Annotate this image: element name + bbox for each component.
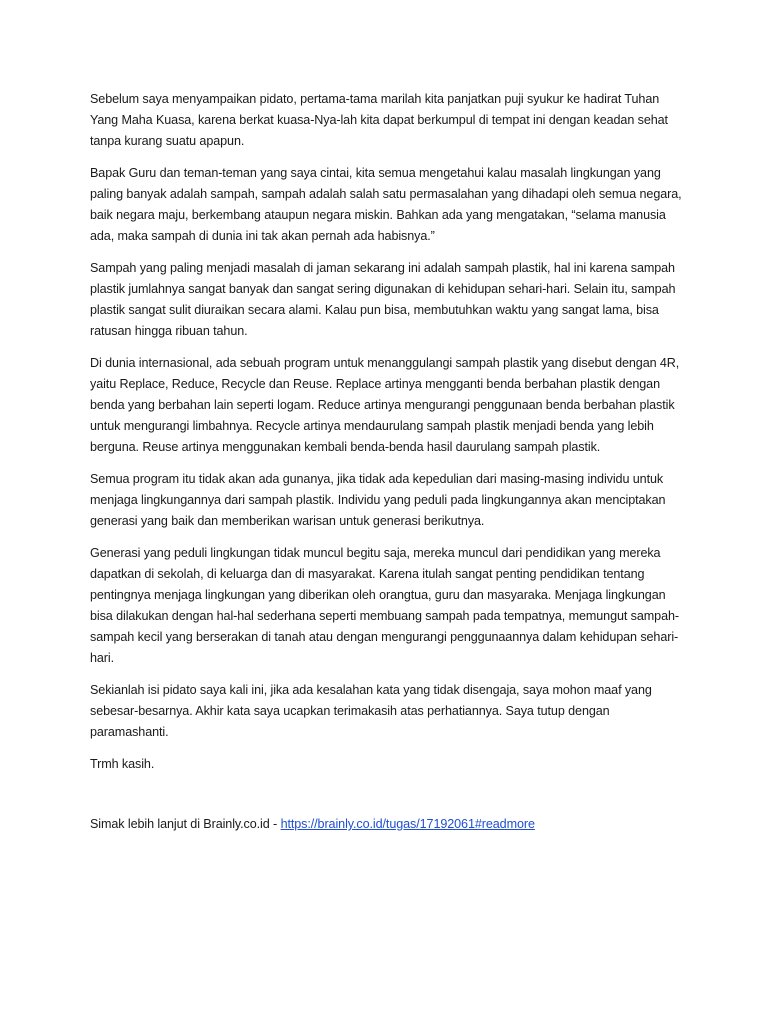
brainly-link[interactable]: https://brainly.co.id/tugas/17192061#readmore — [280, 817, 535, 831]
paragraph-education: Generasi yang peduli lingkungan tidak muncul begitu saja, mereka muncul dari pendidikan yang mereka dapatkan di sekolah, di keluarga dan di masyarakat. Karena itulah sangat penting pendidikan tentang pentingnya menjaga lingkungan yang diberikan oleh orangtua, guru dan masyaraka. Menjaga lingkungan bisa dilakukan dengan hal-hal sederhana seperti membuang sampah pada tempatnya, memungut sampah-sampah kecil yang berserakan di tanah atau dengan mengurangi penggunaannya dalam kehidupan sehari-hari. — [90, 546, 679, 665]
footer-reference — [90, 814, 690, 835]
paragraph-waste-problem: Bapak Guru dan teman-teman yang saya cintai, kita semua mengetahui kalau masalah lingkungan yang paling banyak adalah sampah, sampah adalah salah satu permasalahan yang dihadapi oleh semua negara, baik negara maju, berkembang ataupun negara miskin. Bahkan ada yang mengatakan, “selama manusia ada, maka sampah di dunia ini tak akan pernah ada habisnya.” — [90, 166, 682, 243]
paragraph-opening: Sebelum saya menyampaikan pidato, pertama-tama marilah kita panjatkan puji syukur ke hadirat Tuhan Yang Maha Kuasa, karena berkat kuasa-Nya-lah kita dapat berkumpul di tempat ini dengan keadan sehat tanpa kurang suatu apapun. — [90, 92, 668, 148]
paragraph-closing: Sekianlah isi pidato saya kali ini, jika ada kesalahan kata yang tidak disengaja, saya mohon maaf yang sebesar-besarnya. Akhir kata saya ucapkan terimakasih atas perhatiannya. Saya tutup dengan paramashanti. — [90, 683, 652, 739]
footer-prefix: Simak lebih lanjut di Brainly.co.id - — [90, 817, 281, 831]
paragraph-4r-program: Di dunia internasional, ada sebuah program untuk menanggulangi sampah plastik yang disebut dengan 4R, yaitu Replace, Reduce, Recycle dan Reuse. Replace artinya mengganti benda berbahan plastik dengan benda yang berbahan lain seperti logam. Reduce artinya mengurangi penggunaan benda berbahan plastik untuk mengurangi limbahnya. Recycle artinya mendaurulang sampah plastik menjadi benda yang lebih berguna. Reuse artinya menggunakan kembali benda-benda hasil daurulang sampah plastik. — [90, 356, 680, 454]
paragraph-thanks: Trmh kasih. — [90, 757, 155, 771]
paragraph-plastic-waste: Sampah yang paling menjadi masalah di jaman sekarang ini adalah sampah plastik, hal ini karena sampah plastik jumlahnya sangat banyak dan sangat sering digunakan di kehidupan sehari-hari. Selain itu, sampah plastik sangat sulit diuraikan secara alami. Kalau pun bisa, membutuhkan waktu yang sangat lama, bisa ratusan hingga ribuan tahun. — [90, 261, 676, 338]
document-body — [90, 89, 690, 846]
paragraph-individual-care: Semua program itu tidak akan ada gunanya, jika tidak ada kepedulian dari masing-masing individu untuk menjaga lingkungannya dari sampah plastik. Individu yang peduli pada lingkungannya akan menciptakan generasi yang baik dan memberikan warisan untuk generasi berikutnya. — [90, 472, 666, 528]
